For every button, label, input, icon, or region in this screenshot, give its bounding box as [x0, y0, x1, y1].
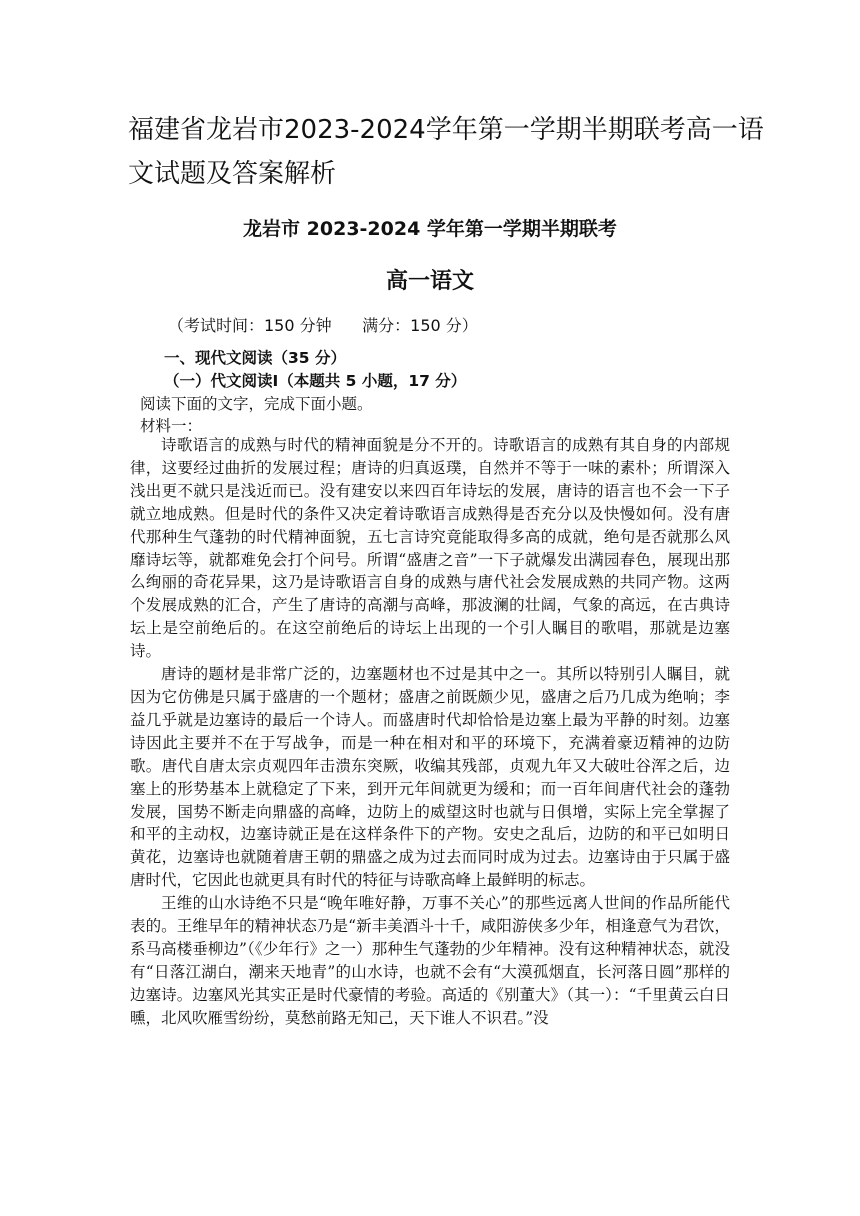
exam-info: （考试时间：150 分钟 满分：150 分）	[168, 316, 478, 335]
document-title: 福建省龙岩市2023-2024学年第一学期半期联考高一语文试题及答案解析	[128, 115, 764, 189]
paragraph: 唐诗的题材是非常广泛的，边塞题材也不过是其中之一。其所以特别引人瞩目，就因为它仿佛是只属于盛唐的一个题材；盛唐之前既颇少见，盛唐之后乃几成为绝响；李益几乎就是边塞诗的最后一个诗人。而盛唐时代却恰恰是边塞上最为平静的时刻。边塞诗因此主要并不在于写战争，而是一种在相对和平的环境下，充满着豪迈精神的边防歌。唐代自唐太宗贞观四年击溃东突厥，收编其残部，贞观九年又大破吐谷浑之后，边塞上的形势基本上就稳定了下来，到开元年间就更为缓和；而一百年间唐代社会的蓬勃发展，国势不断走向鼎盛的高峰，边防上的威望这时也就与日俱增，实际上完全掌握了和平的主动权，边塞诗就正是在这样条件下的产物。安史之乱后，边防的和平已如明日黄花，边塞诗也就随着唐王朝的鼎盛之成为过去而同时成为过去。边塞诗由于只属于盛唐时代，它因此也就更具有时代的特征与诗歌高峰上最鲜明的标志。	[130, 665, 730, 890]
subject-title: 高一语文	[385, 269, 474, 294]
section-heading-part1: 一、现代文阅读（35 分）	[164, 349, 346, 367]
paragraph: 诗歌语言的成熟与时代的精神面貌是分不开的。诗歌语言的成熟有其自身的内部规律，这要经过曲折的发展过程；唐诗的归真返璞，自然并不等于一味的素朴；所谓深入浅出更不就只是浅近而已。没有建安以来四百年诗坛的发展，唐诗的语言也不会一下子就立地成熟。但是时代的条件又决定着诗歌语言成熟得是否充分以及快慢如何。没有唐代那种生气蓬勃的时代精神面貌，五七言诗究竟能取得多高的成就，绝句是否就那么风靡诗坛等，就都难免会打个问号。所谓“盛唐之音”一下子就爆发出满园春色，展现出那么绚丽的奇花异果，这乃是诗歌语言自身的成熟与唐代社会发展成熟的共同产物。这两个发展成熟的汇合，产生了唐诗的高潮与高峰，那波澜的壮阔，气象的高远，在古典诗坛上是空前绝后的。在这空前绝后的诗坛上出现的一个引人瞩目的歌唱，那就是边塞诗。	[130, 436, 730, 661]
reading-instruction: 阅读下面的文字，完成下面小题。	[140, 395, 373, 413]
material-label: 材料一：	[140, 417, 203, 435]
exam-title: 龙岩市 2023-2024 学年第一学期半期联考	[243, 218, 617, 240]
paragraph: 王维的山水诗绝不只是“晚年唯好静，万事不关心”的那些远离人世间的作品所能代表的。王维早年的精神状态乃是“新丰美酒斗十千，咸阳游侠多少年，相逢意气为君饮，系马高楼垂柳边”（《少年行》之一）那种生气蓬勃的少年精神。没有这种精神状态，就没有“日落江湖白，潮来天地青”的山水诗，也就不会有“大漠孤烟直，长河落日圆”那样的边塞诗。边塞风光其实正是时代豪情的考验。高适的《别董大》（其一）：“千里黄云白日曛，北风吹雁雪纷纷，莫愁前路无知己，天下谁人不识君。”没	[130, 894, 730, 1027]
section-heading-part1-sub1: （一）代文阅读Ⅰ（本题共 5 小题，17 分）	[164, 372, 467, 390]
article-body	[130, 434, 730, 1030]
